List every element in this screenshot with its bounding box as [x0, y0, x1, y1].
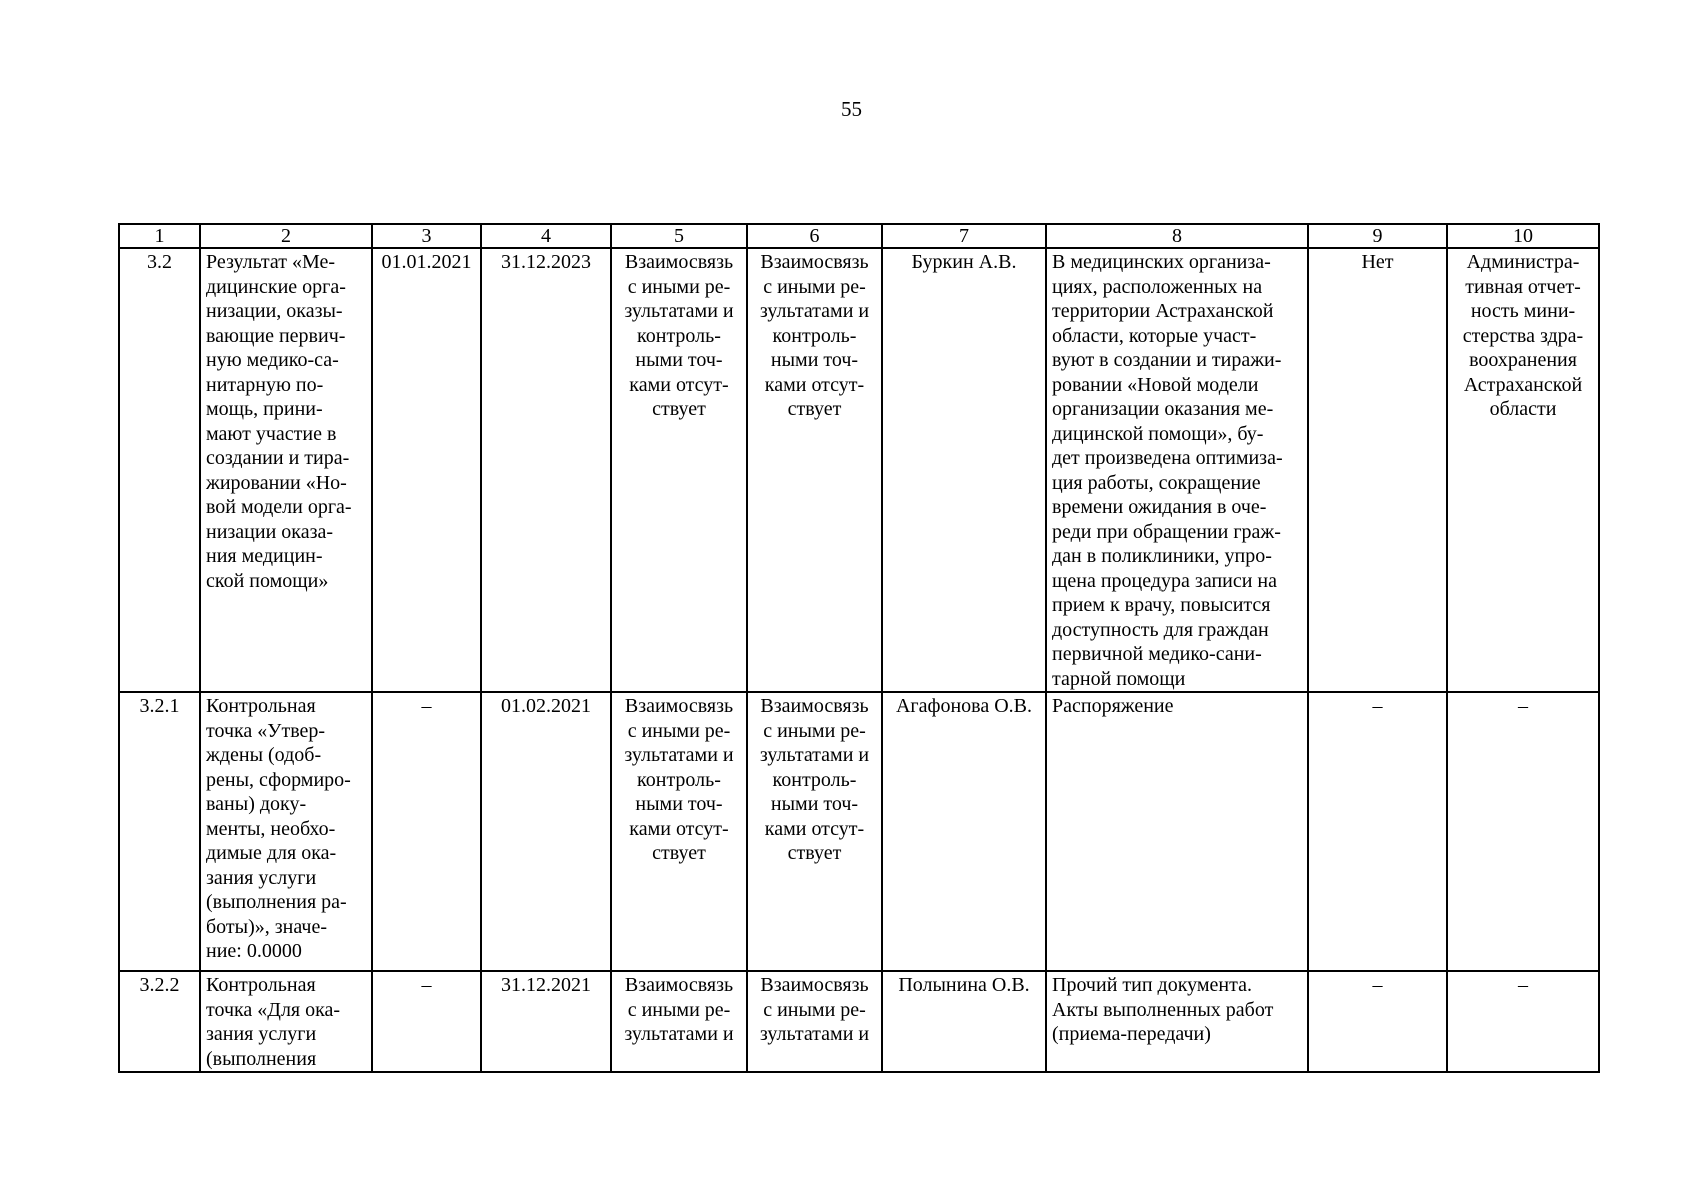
column-number-header: 2 [200, 224, 372, 248]
column-number-header: 4 [481, 224, 611, 248]
result-name: Контрольная точка «Утвер- ждены (одоб- рены, сформиро- ваны) доку- менты, необхо- димые для ока- зания услуги (выполнения ра- боты)», значе- ние: 0.0000 [200, 692, 372, 971]
column-number-header: 7 [882, 224, 1046, 248]
result-description: Распоряжение [1046, 692, 1308, 971]
table-row [119, 692, 1599, 971]
row-number: 3.2.1 [119, 692, 200, 971]
row-number: 3.2 [119, 248, 200, 692]
result-name: Результат «Ме- дицинские орга- низации, оказы- вающие первич- ную медико-са- нитарную по- мощь, прини- мают участие в создании и тира- жировании «Но- вой модели орга- низации оказа- ния медицин- ской помощи» [200, 248, 372, 692]
column-number-header: 5 [611, 224, 747, 248]
end-date: 31.12.2021 [481, 971, 611, 1072]
result-description: Прочий тип документа. Акты выполненных работ (приема-передачи) [1046, 971, 1308, 1072]
result-description: В медицинских организа- циях, расположенных на территории Астраханской области, которые участ- вуют в создании и тиражи- ровании «Новой модели организации оказания ме- дицинской помощи», бу- дет произведена оптимиза- ция работы, сокращение времени ожидания в оче- реди при обращении граж- дан в поликлиники, упро- щена процедура записи на прием к врачу, повысится доступность для граждан первичной медико-сани- тарной помощи [1046, 248, 1308, 692]
responsible-person: Буркин А.В. [882, 248, 1046, 692]
key-event: – [1308, 971, 1447, 1072]
link-previous: Взаимосвязь с иными ре- зультатами и контроль- ными точ- ками отсут- ствует [611, 692, 747, 971]
link-next: Взаимосвязь с иными ре- зультатами и контроль- ными точ- ками отсут- ствует [747, 248, 882, 692]
column-number-header: 9 [1308, 224, 1447, 248]
end-date: 01.02.2021 [481, 692, 611, 971]
result-name: Контрольная точка «Для ока- зания услуги (выполнения [200, 971, 372, 1072]
responsible-person: Полынина О.В. [882, 971, 1046, 1072]
table-header-row [119, 224, 1599, 248]
table-row [119, 971, 1599, 1072]
table-row [119, 248, 1599, 692]
column-number-header: 1 [119, 224, 200, 248]
key-event: – [1308, 692, 1447, 971]
start-date: – [372, 692, 481, 971]
start-date: – [372, 971, 481, 1072]
link-previous: Взаимосвязь с иными ре- зультатами и [611, 971, 747, 1072]
link-next: Взаимосвязь с иными ре- зультатами и контроль- ными точ- ками отсут- ствует [747, 692, 882, 971]
column-number-header: 10 [1447, 224, 1599, 248]
row-number: 3.2.2 [119, 971, 200, 1072]
end-date: 31.12.2023 [481, 248, 611, 692]
column-number-header: 3 [372, 224, 481, 248]
start-date: 01.01.2021 [372, 248, 481, 692]
responsible-person: Агафонова О.В. [882, 692, 1046, 971]
page-number: 55 [841, 97, 862, 121]
report-document: Администра- тивная отчет- ность мини- стерства здра- воохранения Астраханской области [1447, 248, 1599, 692]
report-document: – [1447, 971, 1599, 1072]
column-number-header: 8 [1046, 224, 1308, 248]
link-next: Взаимосвязь с иными ре- зультатами и [747, 971, 882, 1072]
report-document: – [1447, 692, 1599, 971]
column-number-header: 6 [747, 224, 882, 248]
key-event: Нет [1308, 248, 1447, 692]
results-table [118, 223, 1600, 1073]
link-previous: Взаимосвязь с иными ре- зультатами и контроль- ными точ- ками отсут- ствует [611, 248, 747, 692]
